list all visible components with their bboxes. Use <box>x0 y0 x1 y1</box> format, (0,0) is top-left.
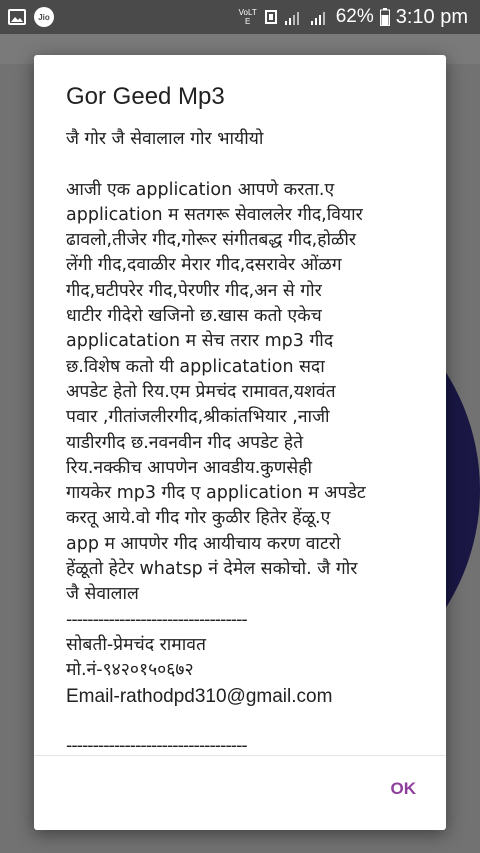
dialog-title: Gor Geed Mp3 <box>66 83 225 110</box>
ok-button[interactable]: OK <box>390 779 416 798</box>
status-right <box>238 5 468 29</box>
dialog-line <box>66 709 422 734</box>
dialog-line: पवार ,गीतांजलीरगीद,श्रीकांतभियार ,नाजी <box>66 407 330 428</box>
dialog-line: Email-rathodpd310@gmail.com <box>66 685 333 707</box>
dialog-message[interactable] <box>66 127 422 755</box>
signal-icon-2 <box>310 9 330 25</box>
jio-icon <box>34 7 54 27</box>
dialog-line: app म आपणेर गीद आयीचाय करण वाटरो <box>66 533 341 554</box>
dialog-line: याडीरगीद छ.नवनवीन गीद अपडेट हेते <box>66 432 304 453</box>
dialog-line: गायकेर mp3 गीद ए application म अपडेट <box>66 483 366 504</box>
clock: 3:10 pm <box>395 5 468 28</box>
dialog-line: ---------------------------------- <box>66 609 247 630</box>
dialog-line: छ.विशेष कतो यी applicatation सदा <box>66 356 325 377</box>
gallery-notification-icon <box>8 9 26 25</box>
dialog-line: अपडेट हेतो रिय.एम प्रेमचंद रामावत,यशवंत <box>66 381 336 402</box>
dialog-line: application म सतगरू सेवाललेर गीद,वियार <box>66 204 363 225</box>
signal-icon-1 <box>284 9 304 25</box>
status-left <box>8 7 54 27</box>
dialog-line <box>66 152 422 177</box>
about-dialog <box>34 55 446 830</box>
status-bar <box>0 0 480 34</box>
volte-icon <box>238 8 258 26</box>
dialog-line: सोबती-प्रेमचंद रामावत <box>66 634 206 655</box>
battery-percent: 62% <box>335 6 374 27</box>
dialog-divider <box>34 755 446 756</box>
dialog-line: गीद,घटीपरेर गीद,पेरणीर गीद,अन से गोर <box>66 280 322 301</box>
dialog-line: ढावलो,तीजेर गीद,गोरूर संगीतबद्ध गीद,होळीर <box>66 230 357 251</box>
volte-label: VoLTE <box>238 8 257 26</box>
dialog-line: ---------------------------------- <box>66 736 247 755</box>
dialog-line: लेंगी गीद,दवाळीर मेरार गीद,दसरावेर ओंळग <box>66 255 342 276</box>
dialog-line: धाटीर गीदेरो खजिनो छ.खास कतो एकेच <box>66 306 322 327</box>
dialog-line: रिय.नक्कीच आपणेन आवडीय.कुणसेही <box>66 457 313 478</box>
dialog-line: मो.नं-९४२०१५०६७२ <box>66 660 194 681</box>
battery-icon <box>380 8 390 26</box>
dialog-line: करतू आये.वो गीद गोर कुळीर हितेर हेंळू.ए <box>66 508 331 529</box>
dialog-line: applicatation म सेच तरार mp3 गीद <box>66 331 334 352</box>
dialog-line: आजी एक application आपणे करता.ए <box>66 179 335 200</box>
dialog-line: जै गोर जै सेवालाल गोर भायीयो <box>66 129 264 149</box>
dialog-line: हेंळूतो हेटेर whatsp नं देमेल सकोचो. जै गोर <box>66 559 358 580</box>
dialog-line: जै सेवालाल <box>66 584 139 605</box>
data-saver-icon <box>264 9 278 25</box>
carrier-label: Jio <box>38 12 50 22</box>
